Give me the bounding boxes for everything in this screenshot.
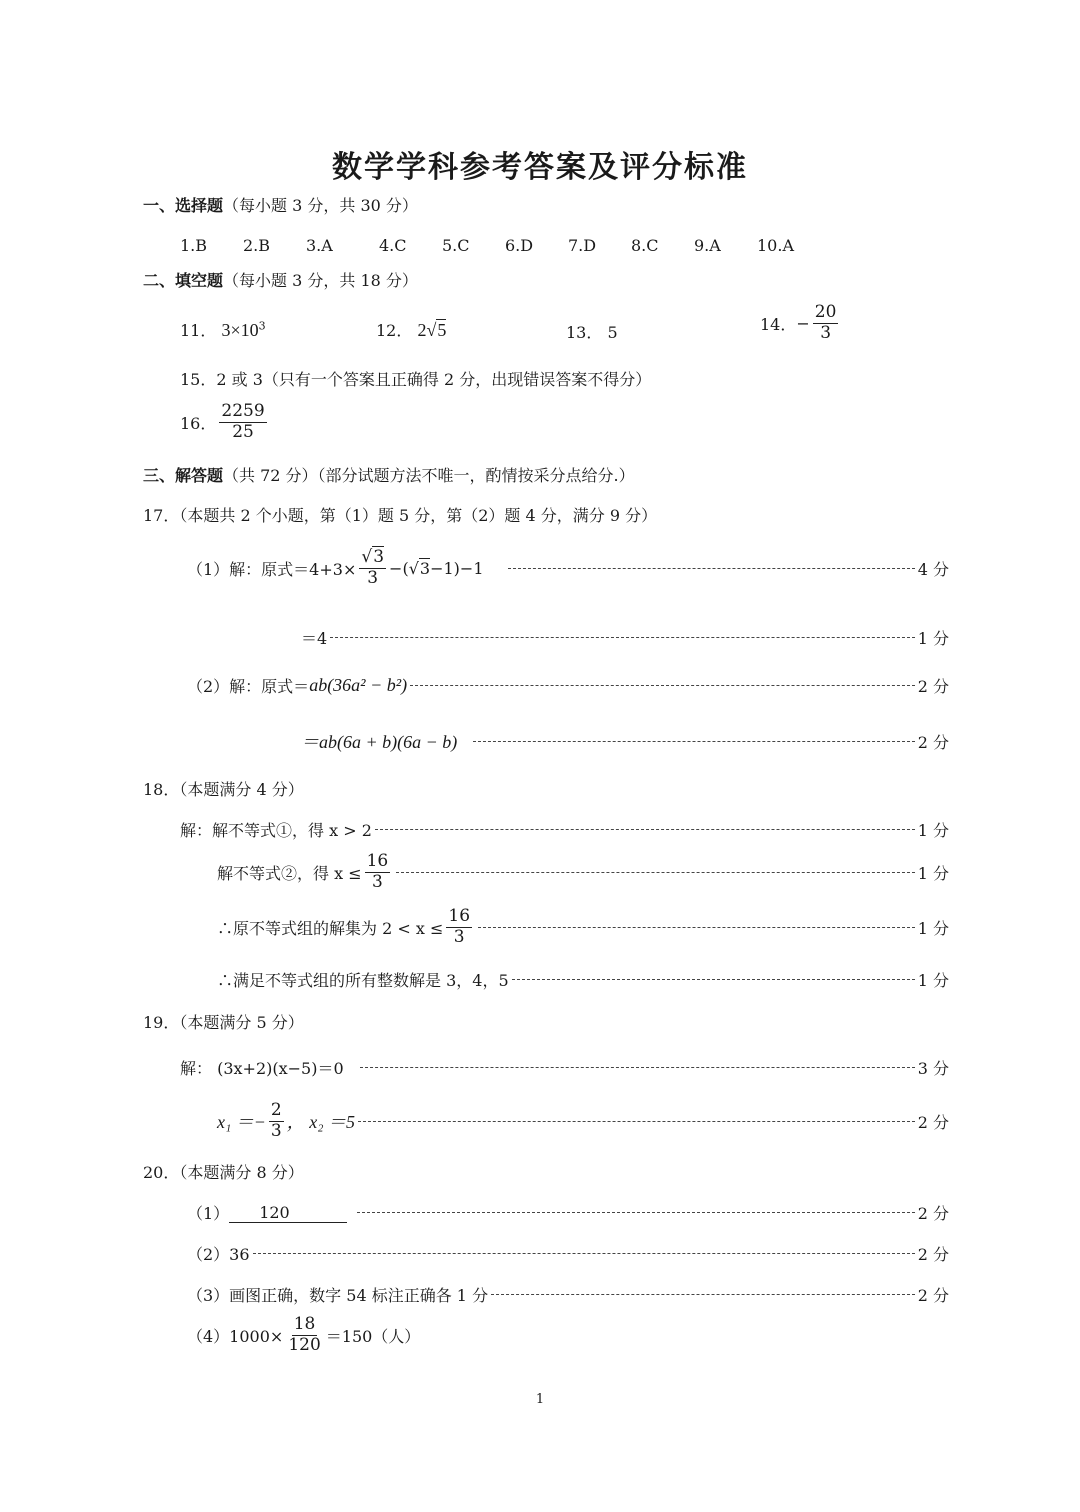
q20-line-4 — [187, 1315, 420, 1355]
q17-p2-expr: ab(36a² − b²) — [309, 675, 408, 695]
q18-line-3 — [217, 907, 949, 947]
q20-line-2 — [187, 1242, 949, 1265]
choice-answer: 1.B — [180, 236, 208, 255]
q17-part1 — [187, 548, 949, 588]
q19-l1-score: 3 分 — [917, 1059, 949, 1078]
q17-p1-fraction — [359, 548, 386, 588]
section-2-title: 二、填空题 — [143, 271, 224, 290]
q18-l3-numerator: 16 — [448, 906, 471, 926]
q18-l3-text: ∴原不等式组的解集为 2 < x ≤ — [217, 918, 444, 938]
dash-leader — [358, 1121, 915, 1122]
q14-sign: − — [796, 313, 810, 333]
fill-answer-15: 15．2 或 3（只有一个答案且正确得 2 分，出现错误答案不得分） — [180, 370, 652, 389]
q18-l2-score: 1 分 — [917, 863, 949, 883]
q18-l4-score: 1 分 — [917, 971, 949, 990]
q16-label: 16． — [180, 413, 217, 433]
q20-l3-score: 2 分 — [917, 1286, 949, 1305]
q19-header: 19．（本题满分 5 分） — [143, 1013, 304, 1032]
dash-leader — [375, 829, 915, 830]
section-1-heading — [143, 193, 418, 216]
q11-base: 3×10 — [221, 320, 259, 340]
sqrt-symbol: √ — [361, 547, 373, 567]
q18-l3-denominator: 3 — [453, 926, 465, 947]
q17-p1-numerator — [359, 548, 386, 569]
dash-leader — [410, 685, 915, 686]
q11-exponent: 3 — [258, 319, 266, 333]
q18-line-4 — [217, 968, 949, 991]
q17-p1-score: 4 分 — [917, 559, 949, 579]
q20-l1-answer: 120 — [229, 1203, 347, 1223]
q20-l2-score: 2 分 — [917, 1245, 949, 1264]
q11-label: 11． — [180, 321, 217, 340]
choice-answer: 6.D — [505, 236, 534, 255]
q17-p1-radicand: 3 — [419, 559, 431, 579]
q20-l1-score: 2 分 — [917, 1204, 949, 1223]
page-number: 1 — [535, 1392, 545, 1407]
q17-part1-result — [301, 626, 949, 649]
dash-leader — [360, 1067, 915, 1068]
q18-l4-text: ∴满足不等式组的所有整数解是 3，4，5 — [217, 971, 509, 990]
q16-fraction — [219, 402, 266, 442]
dash-leader — [473, 741, 914, 742]
fill-answer-12 — [376, 318, 446, 341]
q19-line-1 — [180, 1056, 949, 1079]
choice-answer: 2.B — [243, 236, 271, 255]
dash-leader — [491, 1294, 915, 1295]
q16-numerator: 2259 — [221, 401, 265, 421]
section-1-title: 一、选择题 — [143, 196, 224, 215]
dash-leader — [330, 637, 915, 638]
dash-leader — [512, 979, 915, 980]
q20-l4-fraction — [286, 1315, 322, 1355]
q18-l2-text: 解不等式②，得 x ≤ — [217, 863, 362, 883]
q18-header: 18．（本题满分 4 分） — [143, 780, 304, 799]
sqrt-symbol: √ — [408, 558, 419, 578]
q18-l2-numerator: 16 — [366, 851, 389, 871]
choice-answer: 7.D — [568, 236, 597, 255]
q18-l1-score: 1 分 — [917, 821, 949, 840]
dash-leader — [357, 1212, 915, 1213]
q20-l4-numerator: 18 — [293, 1314, 316, 1334]
q18-l3-score: 1 分 — [917, 918, 949, 938]
q18-l3-fraction — [446, 907, 472, 947]
q18-l1-text: 解：解不等式①，得 x > 2 — [180, 821, 372, 840]
q12-radicand: 5 — [437, 320, 447, 340]
section-3-note: （共 72 分）（部分试题方法不唯一，酌情按采分点给分.） — [223, 466, 635, 485]
q19-l2-b: ， x₂ ＝5 — [286, 1112, 355, 1133]
q17-header: 17．（本题共 2 个小题，第（1）题 5 分，第（2）题 4 分，满分 9 分） — [143, 506, 658, 525]
q17-p2b-score: 2 分 — [917, 732, 949, 752]
q17-p1b-text: ＝4 — [301, 629, 328, 648]
q12-label: 12． — [376, 321, 413, 340]
q18-l2-fraction — [365, 852, 391, 892]
q17-p1-prefix: （1）解：原式＝4+3× — [187, 559, 357, 579]
q20-line-3 — [187, 1283, 949, 1306]
q17-part2-result — [301, 728, 949, 754]
dash-leader — [508, 568, 915, 569]
q20-l4-a: （4）1000× — [187, 1326, 284, 1346]
q20-l4-b: ＝150（人） — [325, 1326, 421, 1346]
q18-line-2 — [217, 852, 949, 892]
q17-p1-end: −1)−1 — [430, 558, 484, 578]
q17-p2-prefix: （2）解：原式＝ — [187, 677, 310, 696]
q19-l2-fraction — [269, 1101, 284, 1141]
fill-answer-14 — [760, 303, 841, 343]
choice-answer: 4.C — [379, 236, 407, 255]
q20-l1-label: （1） — [187, 1204, 230, 1223]
q17-p1-num-radicand: 3 — [373, 547, 385, 567]
choice-answer: 10.A — [757, 236, 794, 255]
q19-l2-numerator: 2 — [270, 1100, 282, 1120]
q19-l2-denominator: 3 — [270, 1120, 282, 1141]
q14-numerator: 20 — [814, 302, 837, 322]
q19-l2-score: 2 分 — [917, 1112, 949, 1132]
dash-leader — [396, 872, 914, 873]
section-3-title: 三、解答题 — [143, 466, 224, 485]
section-3-heading — [143, 463, 635, 486]
q14-label: 14． — [760, 314, 797, 334]
q19-line-2 — [217, 1101, 949, 1141]
q14-denominator: 3 — [820, 322, 832, 343]
q14-fraction — [813, 303, 839, 343]
dash-leader — [478, 927, 915, 928]
section-2-note: （每小题 3 分，共 18 分） — [223, 271, 418, 290]
choice-answer: 8.C — [631, 236, 659, 255]
q17-p2b-expr: ＝ab(6a + b)(6a − b) — [301, 732, 458, 752]
q18-l2-denominator: 3 — [372, 871, 383, 892]
q17-part2 — [187, 674, 949, 697]
choice-answer: 9.A — [694, 236, 721, 255]
q20-l3-text: （3）画图正确，数字 54 标注正确各 1 分 — [187, 1286, 489, 1305]
q17-p2-score: 2 分 — [917, 677, 949, 696]
q19-l1-text: 解： (3x+2)(x−5)＝0 — [180, 1059, 344, 1078]
section-1-note: （每小题 3 分，共 30 分） — [223, 196, 418, 215]
q20-line-1 — [187, 1201, 949, 1224]
q20-header: 20．（本题满分 8 分） — [143, 1163, 304, 1182]
q12-coef: 2 — [417, 320, 427, 340]
choice-answer: 3.A — [306, 236, 333, 255]
sqrt-symbol: √ — [426, 320, 437, 340]
choice-answer: 5.C — [442, 236, 470, 255]
q16-denominator: 25 — [232, 421, 254, 442]
fill-answer-16 — [180, 402, 270, 442]
q19-l2-a: x₁ ＝− — [217, 1112, 266, 1133]
q17-p1-mid: −( — [389, 558, 409, 578]
q17-p1b-score: 1 分 — [917, 629, 949, 648]
dash-leader — [253, 1253, 915, 1254]
choice-answers — [180, 236, 794, 255]
q20-l2-text: （2）36 — [187, 1245, 250, 1264]
fill-answer-13: 13． 5 — [566, 323, 618, 342]
q20-l4-denominator: 120 — [288, 1334, 321, 1355]
q18-line-1 — [180, 818, 949, 841]
fill-answer-11 — [180, 318, 266, 341]
page-title: 数学学科参考答案及评分标准 — [332, 150, 748, 185]
section-2-heading — [143, 268, 418, 291]
q17-p1-denominator: 3 — [367, 567, 379, 588]
